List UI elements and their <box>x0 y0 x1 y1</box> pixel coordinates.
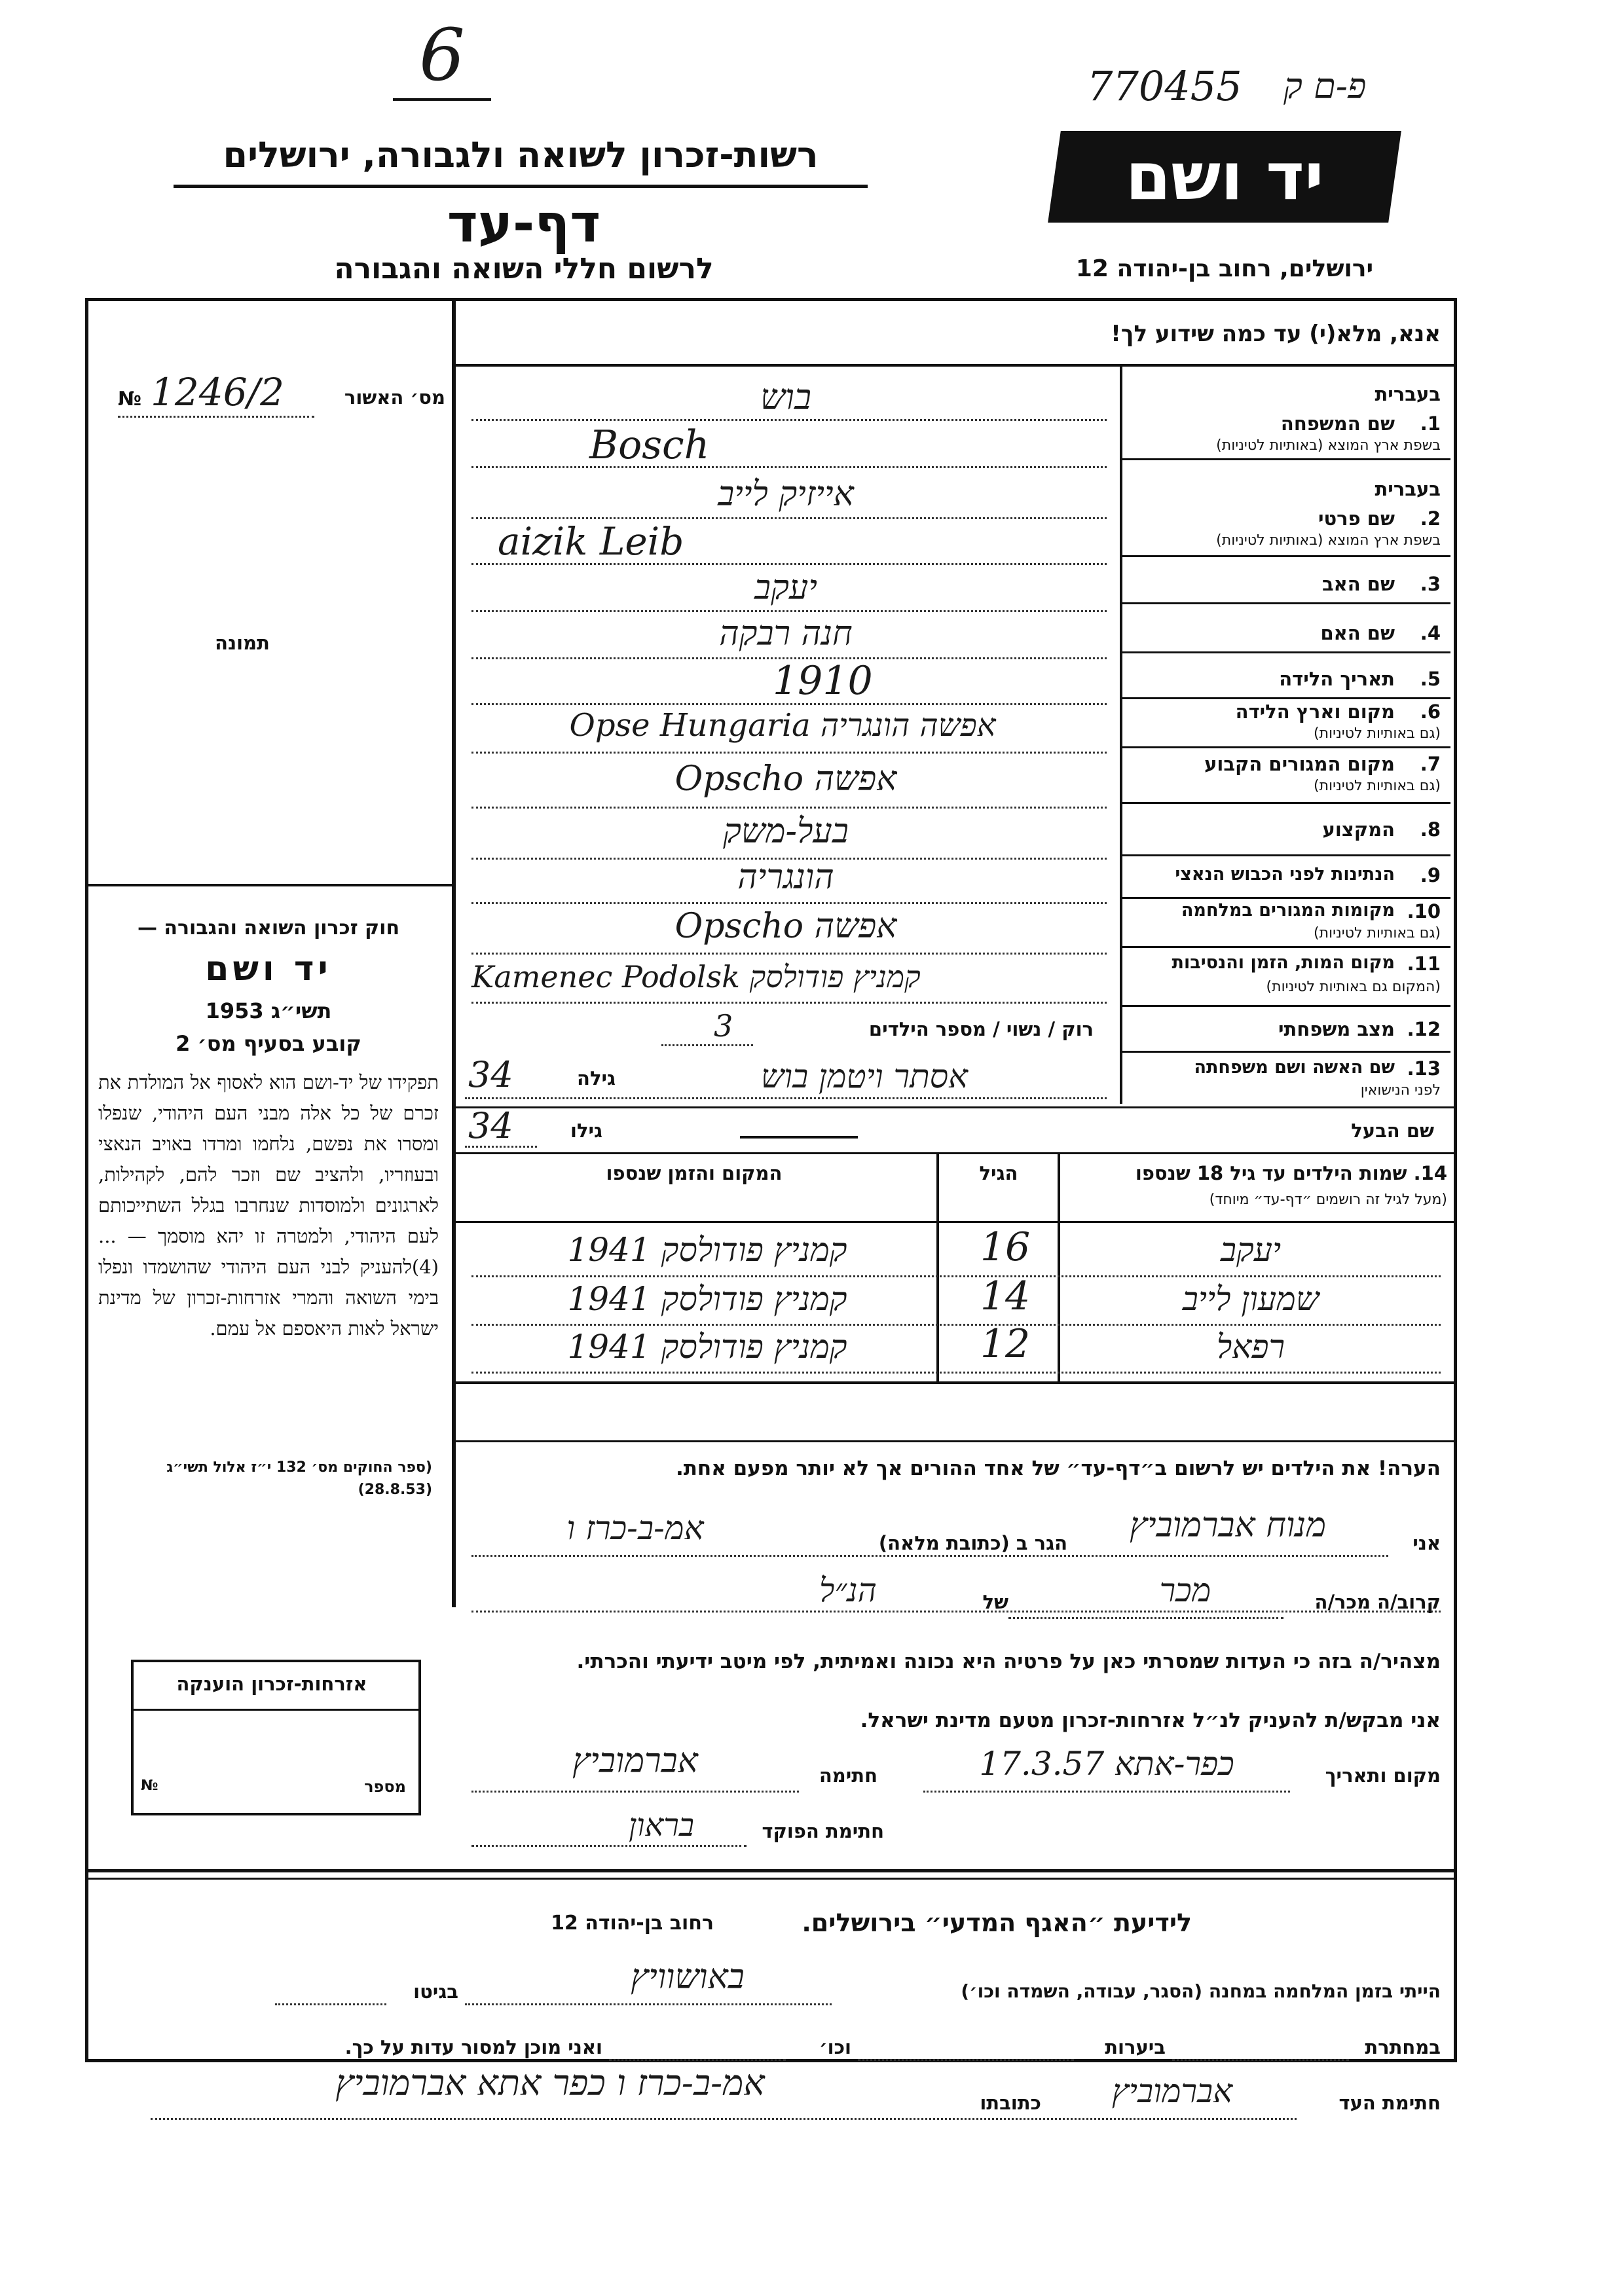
field-6-number: 6. <box>1420 701 1441 723</box>
form-title: דף-עד <box>447 193 601 254</box>
place-date-value: כפר-אתא 17.3.57 <box>979 1745 1234 1783</box>
address-label: הגר ב (כתובת מלאה) <box>878 1532 1067 1554</box>
field-13-value: אסתר ויטמן בוש <box>760 1057 969 1095</box>
field-2-sub: בשפת ארץ המוצא (באותיות לטיניות) <box>1216 532 1441 549</box>
logo-text: יד ושם <box>1125 138 1324 215</box>
header-address: ירושלים, רחוב בן-יהודה 12 <box>1075 255 1374 282</box>
children-col-place: המקום והזמן שנספו <box>606 1162 783 1184</box>
field-9-number: 9. <box>1420 864 1441 886</box>
husband-age-label: גילו <box>570 1120 602 1142</box>
field-1-hint: בעברית <box>1375 383 1441 405</box>
page-number-underline <box>393 98 491 101</box>
children-subtitle: (מעל לגיל זה רושמים ״דף-עד״ מיוחד) <box>1209 1192 1447 1208</box>
children-table-bottom-2 <box>452 1440 1454 1442</box>
authority-line: רשות-זכרון לשואה ולגבורה, ירושלים <box>223 134 819 175</box>
declarant-name: מנוח אברמוביץ <box>1129 1506 1327 1545</box>
field-4-label: שם האם <box>1320 622 1395 644</box>
citizenship-title-rule <box>131 1709 418 1711</box>
underground-line <box>1172 2059 1349 2061</box>
ghetto-label: בגיטו <box>413 1980 458 2003</box>
child-age: 16 <box>980 1224 1031 1270</box>
citizenship-number-label: מספר <box>364 1777 406 1796</box>
row-rule-5 <box>1120 697 1450 699</box>
wife-age-label: גילה <box>577 1067 616 1089</box>
field-4-number: 4. <box>1420 622 1441 644</box>
signature-value: אברמוביץ <box>572 1741 698 1781</box>
field-13-number: 13. <box>1407 1057 1441 1080</box>
children-title: 14. שמות הילדים עד גיל 18 שנספו <box>1135 1162 1447 1184</box>
field-10-line <box>471 953 1107 955</box>
field-1-lat-line <box>471 466 1107 468</box>
child-age: 14 <box>980 1273 1031 1319</box>
field-11-line <box>471 1002 1107 1004</box>
child-place: קמניץ פודולסק 1941 <box>567 1328 847 1366</box>
declarant-address: אמ-ב-כרז ו <box>566 1509 704 1547</box>
field-10-sub: (גם באותיות לטיניות) <box>1314 925 1441 941</box>
place-date-line <box>923 1791 1290 1793</box>
file-reference: 770455 <box>1087 62 1242 110</box>
row-rule-7 <box>1120 802 1450 804</box>
field-6-value: אפשה הונגריה Opse Hungaria <box>569 707 996 744</box>
sidebar-section-rule <box>85 884 455 886</box>
signature-line <box>471 1791 799 1793</box>
citizenship-number-prefix: № <box>141 1777 158 1794</box>
officer-line <box>471 1845 747 1847</box>
witness-signature: אברמוביץ <box>1111 2072 1233 2110</box>
yad-vashem-logo <box>1048 131 1401 223</box>
sidebar-divider <box>452 298 456 1607</box>
table-row <box>458 1321 1447 1374</box>
field-8-number: 8. <box>1420 818 1441 841</box>
field-1-sub: בשפת ארץ המוצא (באותיות לטיניות) <box>1216 437 1441 454</box>
table-row <box>458 1273 1447 1326</box>
law-name: יד ושם <box>205 949 332 989</box>
field-2-value-latin: aizik Leib <box>498 519 684 564</box>
field-9-line <box>471 902 1107 904</box>
relative-label: קרוב/ה מכר/ה <box>1314 1591 1441 1613</box>
row-rule-14 <box>452 1152 1454 1154</box>
form-subtitle: לרשום חללי השואה והגבורה <box>334 252 714 285</box>
witness-line <box>151 2118 1297 2120</box>
table-row <box>458 1224 1447 1277</box>
row-rule-4 <box>1120 651 1450 653</box>
row-rule-11 <box>1120 1005 1450 1007</box>
witness-address: אמ-ב-כרז ו כפר אתא אברמוביץ <box>335 2062 765 2104</box>
field-3-value: יעקב <box>754 568 817 608</box>
field-8-value: בעל-משק <box>723 812 849 851</box>
row-rule-9 <box>1120 897 1450 899</box>
children-table-bottom <box>452 1381 1454 1384</box>
field-7-sub: (גם באותיות לטיניות) <box>1314 778 1441 794</box>
field-12-children: 3 <box>714 1008 733 1044</box>
field-8-label: המקצוע <box>1322 818 1395 841</box>
field-9-label: הנתינות לפני הכבוש הנאצי <box>1175 864 1395 884</box>
law-clause: קובע בסעיף מס׳ 2 <box>175 1031 361 1056</box>
field-6-sub: (גם באותיות לטיניות) <box>1314 725 1441 742</box>
child-row-3-line <box>471 1372 1441 1374</box>
top-row-divider <box>452 364 1454 367</box>
science-top-rule <box>85 1869 1454 1872</box>
field-1-label: שם המשפחה <box>1280 412 1395 435</box>
child-age: 12 <box>980 1321 1031 1367</box>
row-rule-12 <box>1120 1051 1450 1053</box>
witness-address-label: כתובתו <box>980 2092 1041 2114</box>
field-11-value: Kamenec Podolsk קמניץ פודולסק <box>471 959 921 994</box>
field-7-line <box>471 807 1107 809</box>
forest-label: ביערות <box>1105 2036 1166 2058</box>
field-1-value-latin: Bosch <box>589 422 710 468</box>
of-label: של <box>982 1591 1008 1613</box>
field-10-label: מקומות המגורים במלחמה <box>1181 900 1395 920</box>
row-rule-3 <box>1120 602 1450 604</box>
field-11-label: מקום המות, הזמן והנסיבות <box>1172 953 1395 973</box>
field-2-lat-line <box>471 563 1107 565</box>
field-2-number: 2. <box>1420 507 1441 530</box>
place-date-label: מקום ותאריך <box>1325 1764 1441 1787</box>
children-col-age: הגיל <box>979 1162 1018 1184</box>
declarant-label: אני <box>1412 1532 1441 1554</box>
science-camp-label: הייתי בזמן המלחמה במחנה (הסגר, עבודה, השמדה וכו׳) <box>961 1980 1441 2002</box>
authority-underline <box>174 185 868 188</box>
law-year: תשי״ג 1953 <box>205 998 332 1023</box>
field-6-line <box>471 752 1107 754</box>
intro-text: אנא, מלא(י) עד כמה שידוע לך! <box>1111 321 1441 347</box>
field-7-number: 7. <box>1420 753 1441 775</box>
ghetto-line <box>275 2003 386 2005</box>
officer-signature: בראון <box>628 1807 695 1844</box>
field-2-value-hebrew: אייזיק לייב <box>718 475 854 514</box>
field-13-line <box>465 1097 1107 1099</box>
science-camp-value: באושוויץ <box>631 1958 745 1997</box>
row-rule-2 <box>1120 555 1450 557</box>
child-place: קמניץ פודולסק 1941 <box>567 1231 847 1269</box>
forest-line <box>858 2059 1074 2061</box>
field-11-number: 11. <box>1407 953 1441 975</box>
row-rule-8 <box>1120 854 1450 856</box>
citizenship-title: אזרחות-זכרון הוענקה <box>176 1673 367 1695</box>
field-5-number: 5. <box>1420 668 1441 690</box>
law-title: חוק זכרון השואה והגבורה — <box>137 917 400 939</box>
field-2-label: שם פרטי <box>1318 507 1395 530</box>
husband-name-dash <box>740 1136 858 1139</box>
photo-label: תמונה <box>215 632 270 654</box>
child-name: שמעון לייב <box>1182 1280 1320 1318</box>
child-name: רפאל <box>1216 1328 1285 1366</box>
child-place: קמניץ פודולסק 1941 <box>567 1280 847 1318</box>
row-rule-6 <box>1120 746 1450 748</box>
field-13-label: שם האשה ושם משפחתה <box>1194 1057 1395 1078</box>
field-3-line <box>471 610 1107 612</box>
label-column-divider <box>1120 364 1122 1104</box>
science-camp-line <box>465 2003 832 2005</box>
field-7-value: אפשה Opscho <box>674 759 897 799</box>
field-5-label: תאריך הלידה <box>1279 668 1395 690</box>
approval-underline <box>118 416 314 418</box>
science-address: רחוב בן-יהודה 12 <box>551 1912 714 1935</box>
science-title: לידיעת ״האגף המדעי״ בירושלים. <box>802 1908 1192 1937</box>
field-9-value: הונגריה <box>737 858 834 897</box>
row-rule-1 <box>1120 458 1450 460</box>
declarant-line <box>471 1555 1388 1557</box>
law-reference: (ספר החוקים מס׳ 132 י״ז אלול תשי״ג (28.8.53) <box>166 1459 432 1498</box>
field-2-hint: בעברית <box>1375 478 1441 500</box>
field-3-number: 3. <box>1420 573 1441 595</box>
science-top-rule-2 <box>85 1878 1454 1880</box>
note-text: הערה! את הילדים יש לרשום ב״דף-עד״ של אחד ההורים אך לא יותר מפעם אחת. <box>675 1457 1441 1480</box>
field-3-label: שם האב <box>1321 573 1395 595</box>
field-1-value-hebrew: בוש <box>760 376 812 418</box>
approval-label: מס׳ האשור <box>344 386 445 409</box>
officer-label: חתימת הפוקד <box>762 1820 884 1842</box>
field-7-label: מקום המגורים הקבוע <box>1204 753 1395 775</box>
etc-line <box>609 2059 786 2061</box>
ready-label: ואני מוכן למסור עדות על כך. <box>344 2036 602 2058</box>
file-reference-suffix: פ-ם ק <box>1283 65 1367 107</box>
field-10-value: אפשה Opscho <box>674 907 897 946</box>
husband-label: שם הבעל <box>1351 1120 1434 1142</box>
request-text: אני מבקש/ת להעניק לנ״ל אזרחות-זכרון מטעם מדינת ישראל. <box>860 1709 1441 1732</box>
field-12-status-text: רוק / נשוי / מספר הילדים <box>868 1018 1094 1040</box>
approval-prefix: № <box>118 388 142 410</box>
husband-age-line <box>465 1146 537 1148</box>
field-12-label: מצב משפחתי <box>1278 1018 1395 1040</box>
page-number: 6 <box>419 13 465 97</box>
field-1-number: 1. <box>1420 412 1441 435</box>
signature-label: חתימה <box>819 1764 877 1787</box>
relative-line <box>1008 1617 1283 1619</box>
relative-value: מכר <box>1159 1571 1211 1609</box>
row-rule-13 <box>452 1106 1454 1108</box>
field-5-value: 1910 <box>773 658 873 704</box>
field-12-children-line <box>661 1044 753 1046</box>
field-12-number: 12. <box>1407 1018 1441 1040</box>
field-13-sub: לפני הנישואין <box>1360 1082 1441 1099</box>
field-11-sub: (המקום גם באותיות לטיניות) <box>1266 979 1441 995</box>
wife-age-value: 34 <box>468 1054 513 1095</box>
husband-age-value: 34 <box>468 1105 513 1146</box>
of-value: הנ״ל <box>819 1571 877 1609</box>
law-text: תפקידו של יד-ושם הוא לאסוף אל המולדת את זכרם של כל אלה מבני העם היהודי, שנפלו ומסרו את נפשם, נלחמו ומרדו באויב הנאצי ובעוזריו, ולהציב שם וזכר להם, לקהילות, לארגונים ולמוסדות שנחרבו בגלל השתייכותם לעם היהודי, ולמטרה זו יהא מוסמך — ...(4)להעניק לבני העם היהודי שהושמדו ונפלו בימי השואה והמרי אזרחות-זכרון של מדינת ישראל לאות היאספם אל עמם. <box>98 1071 439 1339</box>
statement-text: מצהיר/ה בזה כי העדות שמסרתי כאן על פרטיה היא נכונה ואמיתית, לפי מיטב ידיעתי והכרתי. <box>576 1650 1441 1673</box>
witness-label: חתימת העד <box>1338 2092 1441 2114</box>
child-name: יעקב <box>1220 1231 1282 1269</box>
field-5-line <box>471 703 1107 705</box>
children-header-rule <box>452 1221 1454 1223</box>
row-rule-10 <box>1120 946 1450 948</box>
underground-label: במחתרת <box>1365 2036 1441 2058</box>
field-4-value: חנה רבקה <box>719 614 853 653</box>
field-1-he-line <box>471 419 1107 421</box>
field-10-number: 10. <box>1407 900 1441 922</box>
approval-value: 1246/2 <box>151 370 285 414</box>
etc-label: וכו׳ <box>819 2036 851 2058</box>
field-6-label: מקום וארץ הלידה <box>1235 701 1395 723</box>
